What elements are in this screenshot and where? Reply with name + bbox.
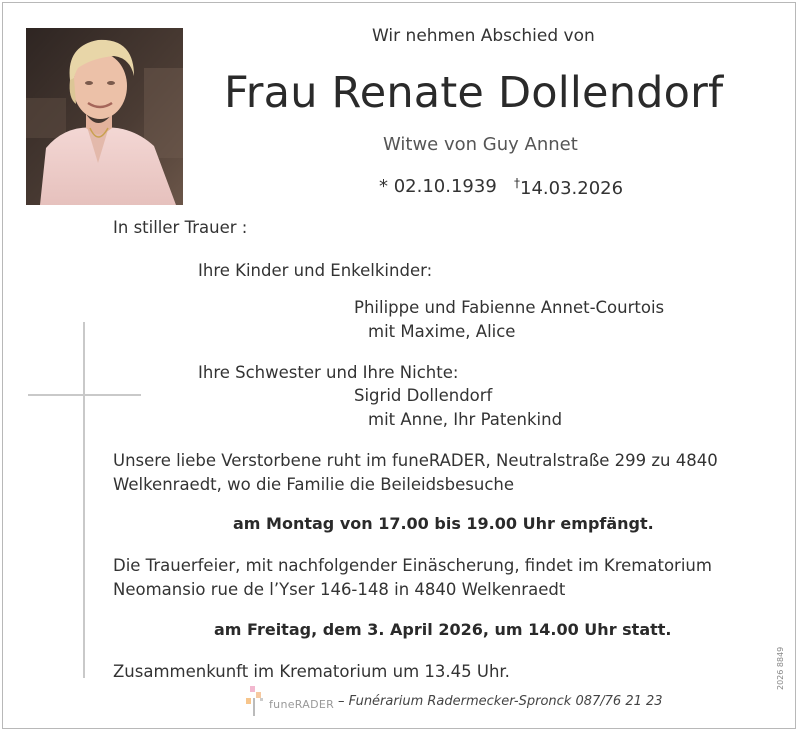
intro-text: Wir nehmen Abschied von [372,26,595,46]
notice-p2-line2: Neomansio rue de l’Yser 146-148 in 4840 Welkenraedt [113,580,566,599]
group1-line2: mit Maxime, Alice [368,322,516,341]
cross-vertical [83,322,85,678]
ceremony-date: am Freitag, dem 3. April 2026, um 14.00 Uhr statt. [214,620,672,639]
group2-line2: mit Anne, Ihr Patenkind [368,410,563,429]
notice-p2-line1: Die Trauerfeier, mit nachfolgender Einäscherung, findet im Krematorium [113,556,712,575]
logo-text: funeRADER [269,698,335,711]
birth-date: * 02.10.1939 [379,176,497,197]
deceased-name: Frau Renate Dollendorf [224,68,724,118]
notice-p1-line1: Unsere liebe Verstorbene ruht im funeRADER, Neutralstraße 299 zu 4840 [113,451,718,470]
visiting-hours: am Montag von 17.00 bis 19.00 Uhr empfängt. [233,514,654,533]
cross-symbol: † [514,176,520,190]
funeral-home-info: – Funérarium Radermecker-Spronck 087/76 21 23 [338,694,663,709]
group1-line1: Philippe und Fabienne Annet-Courtois [354,298,665,317]
notice-p1-line2: Welkenraedt, wo die Familie die Beileidsbesuche [113,475,514,494]
death-date [514,176,623,199]
ad-code: 2026 8849 [776,646,785,690]
group1-title: Ihre Kinder und Enkelkinder: [198,261,433,280]
gathering-note: Zusammenkunft im Krematorium um 13.45 Uhr. [113,662,510,681]
mourning-heading: In stiller Trauer : [113,218,248,237]
cross-horizontal [28,394,141,396]
widow-line: Witwe von Guy Annet [383,134,578,155]
death-date-value: 14.03.2026 [520,178,624,199]
portrait-photo [26,28,183,205]
group2-line1: Sigrid Dollendorf [354,386,493,405]
group2-title: Ihre Schwester und Ihre Nichte: [198,363,459,382]
